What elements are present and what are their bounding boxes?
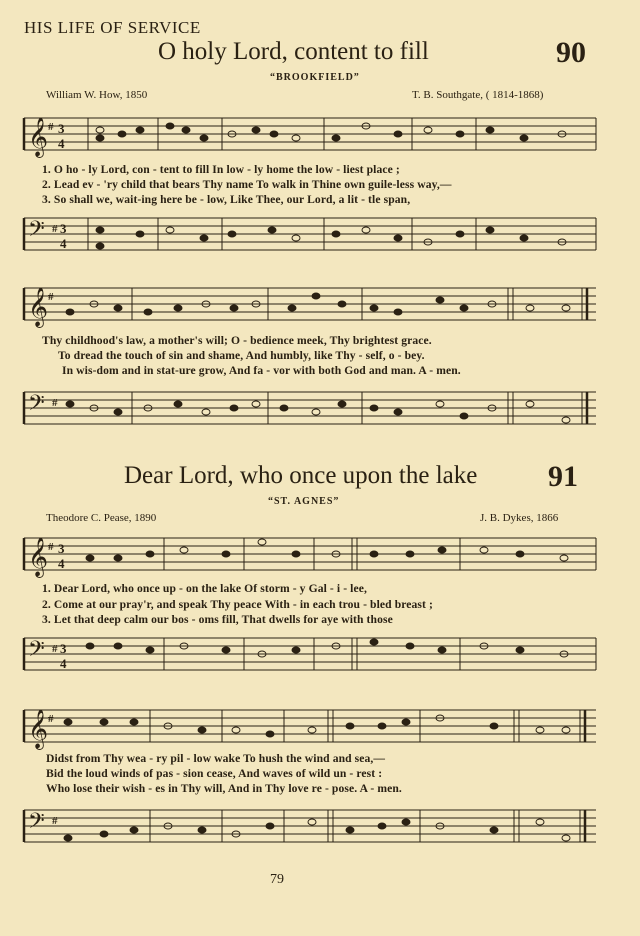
hymn-90-system-2-verse-2: To dread the touch of sin and shame, And humbly, like Thy - self, o - bey.: [58, 349, 425, 362]
hymn-91-tune: “ST. AGNES”: [268, 496, 340, 507]
hymn-90-system-1-verse-2: 2. Lead ev - 'ry child that bears Thy name To walk in Thine own guile-less way,—: [42, 178, 452, 191]
svg-text:𝄢: 𝄢: [28, 637, 45, 666]
hymn-90-author: William W. How, 1850: [46, 89, 148, 101]
hymn-90-composer: T. B. Southgate, ( 1814-1868): [412, 89, 544, 101]
hymn-90-system-2-verse-1: Thy childhood's law, a mother's will; O - bedience meek, Thy brightest grace.: [42, 334, 432, 347]
hymn-91-title: Dear Lord, who once upon the lake: [124, 462, 478, 489]
page-number: 79: [270, 872, 284, 887]
hymn-91-system-1-verse-2: 2. Come at our pray'r, and speak Thy peace With - in each trou - bled breast ;: [42, 598, 433, 611]
svg-text:4: 4: [60, 236, 67, 251]
svg-text:𝄢: 𝄢: [28, 809, 45, 838]
hymn-91-composer: J. B. Dykes, 1866: [480, 512, 559, 524]
svg-text:𝄞: 𝄞: [28, 539, 49, 576]
hymn-90-title: O holy Lord, content to fill: [158, 38, 429, 65]
hymn-91-system-1-bass-staff: [0, 628, 640, 680]
svg-text:3: 3: [60, 641, 67, 656]
hymn-90-system-1-verse-3: 3. So shall we, wait-ing here be - low, Like Thee, our Lord, a lit - tle span,: [42, 193, 411, 206]
hymn-91-system-2-bass-staff: [0, 800, 640, 852]
hymn-91-system-2-verse-2: Bid the loud winds of pas - sion cease, And waves of wild un - rest :: [46, 767, 383, 780]
svg-text:3: 3: [58, 121, 65, 136]
hymn-91-system-1-verse-3: 3. Let that deep calm our bos - oms fill, That dwells for aye with those: [42, 613, 393, 626]
svg-text:#: #: [52, 815, 58, 827]
hymn-90-system-2-bass-staff: [0, 382, 640, 434]
hymn-90-system-1-bass-staff: [0, 208, 640, 260]
section-title: HIS LIFE OF SERVICE: [24, 18, 201, 37]
svg-text:#: #: [48, 121, 54, 133]
svg-text:4: 4: [58, 556, 65, 571]
svg-text:3: 3: [60, 221, 67, 236]
hymn-91-author: Theodore C. Pease, 1890: [46, 512, 157, 524]
svg-text:#: #: [52, 223, 58, 235]
hymn-91-system-2-verse-3: Who lose their wish - es in Thy will, And in Thy love re - pose. A - men.: [46, 782, 402, 795]
svg-text:𝄢: 𝄢: [28, 217, 45, 246]
hymn-90-system-1-treble-staff: [0, 108, 640, 160]
hymn-90-system-1-verse-1: 1. O ho - ly Lord, con - tent to fill In low - ly home the low - liest place ;: [42, 163, 400, 176]
svg-text:𝄞: 𝄞: [28, 119, 49, 156]
hymn-90-number: 90: [556, 36, 586, 69]
svg-text:#: #: [52, 643, 58, 655]
hymn-91-system-1-treble-staff: [0, 528, 640, 580]
svg-text:4: 4: [58, 136, 65, 151]
hymn-90-tune: “BROOKFIELD”: [270, 72, 360, 83]
hymn-91-system-1-verse-1: 1. Dear Lord, who once up - on the lake Of storm - y Gal - i - lee,: [42, 582, 367, 595]
svg-text:𝄞: 𝄞: [28, 711, 49, 748]
svg-text:#: #: [48, 291, 54, 303]
hymn-90-system-2-verse-3: In wis-dom and in stat-ure grow, And fa - vor with both God and man. A - men.: [62, 364, 461, 377]
hymn-90-system-2-treble-staff: [0, 278, 640, 330]
hymn-91-number: 91: [548, 460, 578, 493]
svg-text:#: #: [48, 541, 54, 553]
hymn-91-system-2-verse-1: Didst from Thy wea - ry pil - low wake To hush the wind and sea,—: [46, 752, 386, 765]
svg-text:3: 3: [58, 541, 65, 556]
hymn-91-system-2-treble-staff: [0, 700, 640, 752]
svg-text:𝄞: 𝄞: [28, 289, 49, 326]
svg-text:4: 4: [60, 656, 67, 671]
svg-text:#: #: [48, 713, 54, 725]
svg-text:𝄢: 𝄢: [28, 391, 45, 420]
svg-text:#: #: [52, 397, 58, 409]
